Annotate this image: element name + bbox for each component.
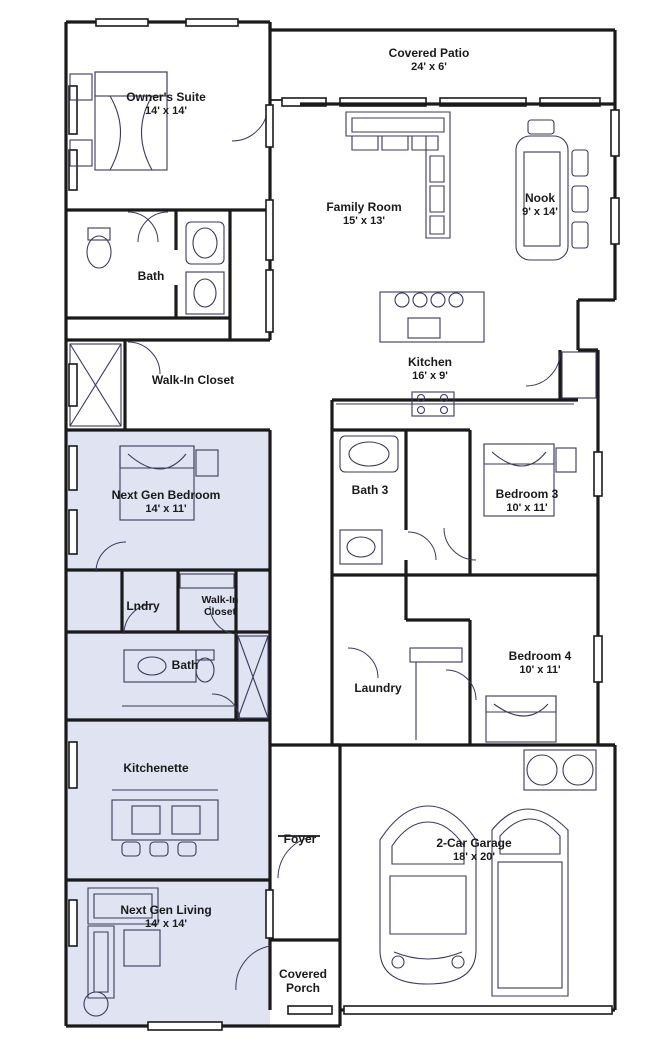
- room-name: Laundry: [354, 681, 402, 696]
- next-gen-suite-shading: [66, 430, 270, 1025]
- owners-bath-walls: [66, 210, 230, 340]
- room-name: Kitchenette: [123, 761, 189, 776]
- room-name: Nook: [524, 190, 555, 205]
- room-dims: 18' x 20': [453, 850, 495, 863]
- car-outline: [380, 806, 476, 984]
- room-dims: 14' x 14': [145, 917, 187, 930]
- family-room-fixtures: [282, 98, 619, 260]
- room-name: Bath 3: [351, 483, 389, 498]
- room-name: Covered Patio: [388, 45, 470, 60]
- room-name: Next Gen Living: [120, 902, 212, 917]
- garage-fixtures: [340, 745, 612, 1014]
- room-dims: 16' x 9': [412, 369, 448, 382]
- room-name: Bedroom 3: [495, 486, 559, 501]
- room-name: Kitchen: [407, 354, 453, 369]
- room-name: 2-Car Garage: [436, 835, 512, 850]
- room-dims: 10' x 11': [506, 501, 548, 514]
- room-dims: 14' x 14': [145, 104, 187, 117]
- bath3-bedroom3-walls: [332, 430, 602, 620]
- room-dims: 15' x 13': [343, 214, 385, 227]
- room-name: Bath: [171, 658, 199, 673]
- room-dims: 14' x 11': [145, 502, 187, 515]
- room-name: Lndry: [126, 599, 160, 614]
- room-dims: 24' x 6': [411, 60, 447, 73]
- room-dims: 10' x 11': [519, 663, 561, 676]
- kitchen-walls-fixtures: [332, 292, 596, 745]
- room-name: Bath: [137, 269, 165, 284]
- room-name: Bedroom 4: [508, 648, 572, 663]
- second-bay-outline: [492, 809, 568, 996]
- owners-suite-walls: [66, 19, 273, 340]
- room-name: Walk-In Closet: [151, 373, 235, 388]
- room-name: Walk-In Closet: [201, 593, 239, 618]
- room-name: Owner's Suite: [126, 89, 206, 104]
- walk-in-closet-1-walls: [66, 340, 270, 430]
- room-dims: 9' x 14': [522, 205, 558, 218]
- room-name: Family Room: [326, 199, 402, 214]
- laundry-bedroom4-walls: [332, 620, 615, 745]
- room-name: Next Gen Bedroom: [111, 487, 221, 502]
- room-name: Foyer: [283, 832, 317, 847]
- room-name: Covered Porch: [278, 967, 328, 995]
